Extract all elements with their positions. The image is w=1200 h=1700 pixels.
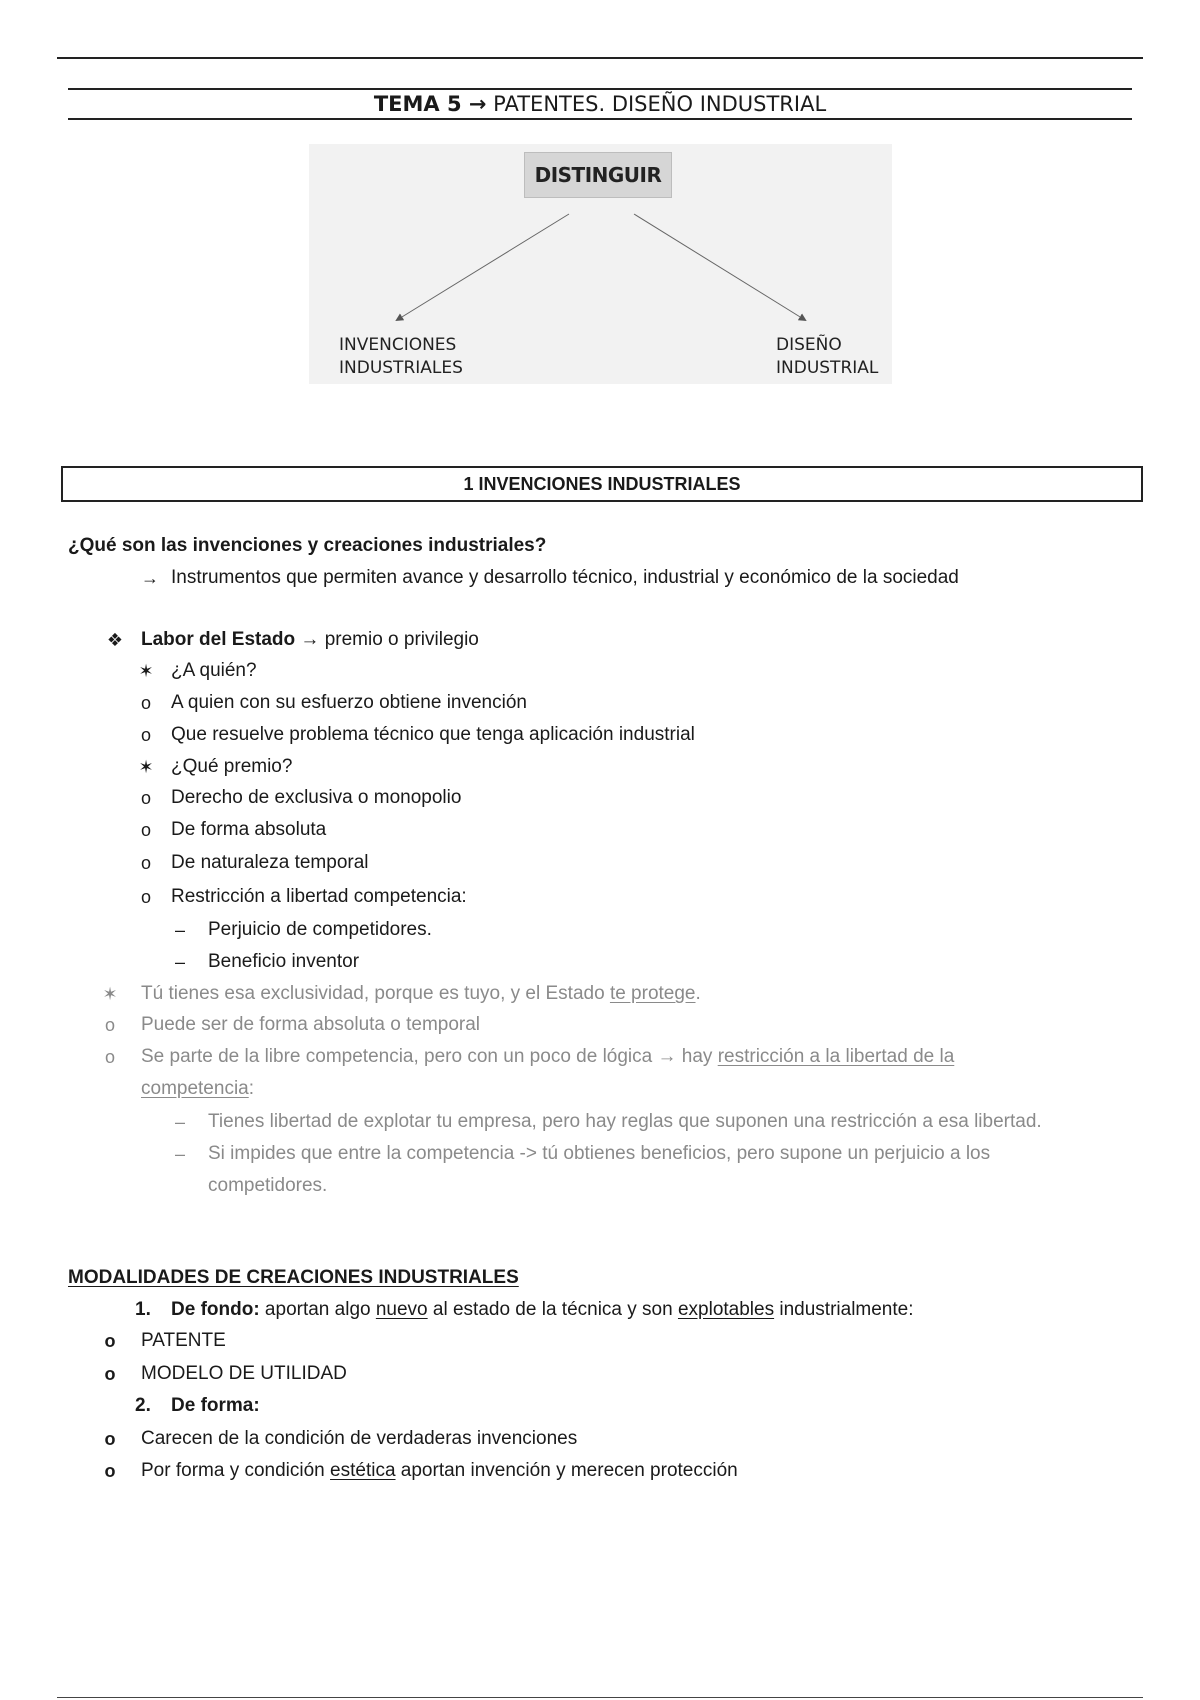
modalidad-text: al estado de la técnica y son	[427, 1299, 678, 1320]
circle-bullet-icon: o	[104, 1429, 116, 1449]
list-item-perjuicio: Perjuicio de competidores.	[208, 919, 432, 940]
note-libre-competencia-cont	[141, 1077, 254, 1101]
list-item-esfuerzo: A quien con su esfuerzo obtiene invención	[171, 692, 527, 713]
circle-bullet-icon: o	[140, 725, 151, 745]
modalidad-underlined: nuevo	[375, 1299, 428, 1320]
arrow-icon: →	[141, 568, 159, 588]
dash-bullet-icon: –	[174, 1112, 185, 1132]
note-impides-competencia-cont: competidores.	[208, 1175, 328, 1196]
modalidad-de-forma: De forma:	[171, 1395, 260, 1416]
answer-text: Instrumentos que permiten avance y desarrollo técnico, industrial y económico de la sociedad	[171, 567, 959, 588]
list-item-a-quien: ¿A quién?	[171, 660, 257, 681]
modalidad-modelo-utilidad: MODELO DE UTILIDAD	[141, 1363, 347, 1384]
circle-bullet-icon: o	[140, 853, 151, 873]
modalidad-text: Por forma y condición	[141, 1460, 331, 1481]
list-item-resuelve: Que resuelve problema técnico que tenga aplicación industrial	[171, 724, 695, 745]
distinguish-diagram	[309, 144, 892, 384]
title-rest: PATENTES. DISEÑO INDUSTRIAL	[486, 92, 827, 116]
diamond-bullet-icon: ❖	[106, 630, 124, 650]
circle-bullet-icon: o	[140, 788, 151, 808]
circle-bullet-icon: o	[104, 1331, 116, 1351]
list-item-temporal: De naturaleza temporal	[171, 852, 369, 873]
labor-estado	[141, 628, 479, 652]
note-underlined: restricción a la libertad de la	[717, 1046, 955, 1067]
diagram-label-inventions: INVENCIONES INDUSTRIALES	[339, 335, 463, 378]
list-item-restriccion: Restricción a libertad competencia:	[171, 886, 467, 907]
note-text: Tú tienes esa exclusividad, porque es tuyo, y el Estado	[141, 983, 610, 1004]
modalidad-underlined: explotables	[677, 1299, 775, 1320]
dash-bullet-icon: –	[174, 1144, 185, 1164]
list-number: 2.	[135, 1395, 151, 1416]
note-underlined: competencia	[141, 1078, 249, 1099]
labor-bold: Labor del Estado	[141, 629, 296, 650]
arrow-right	[634, 214, 805, 320]
star-bullet-icon: ✶	[138, 757, 154, 777]
circle-bullet-icon: o	[104, 1364, 116, 1384]
note-libre-competencia	[141, 1045, 954, 1069]
modalidad-text: aportan algo	[259, 1299, 376, 1320]
note-text: Se parte de la libre competencia, pero con un poco de lógica → hay	[141, 1046, 718, 1067]
modalidad-de-fondo	[171, 1298, 914, 1322]
list-number: 1.	[135, 1299, 151, 1320]
modalidad-bold: De fondo:	[171, 1299, 260, 1320]
list-item-absoluta: De forma absoluta	[171, 819, 327, 840]
circle-bullet-icon: o	[140, 887, 151, 907]
note-libertad-empresa: Tienes libertad de explotar tu empresa, pero hay reglas que suponen una restricción a esa libertad.	[208, 1111, 1042, 1132]
star-bullet-icon: ✶	[102, 984, 118, 1004]
note-text: .	[695, 983, 701, 1004]
page-bottom-rule	[57, 1697, 1143, 1698]
title-bold: TEMA 5 →	[373, 92, 487, 116]
note-impides-competencia: Si impides que entre la competencia -> tú obtienes beneficios, pero supone un perjuicio a los	[208, 1143, 991, 1164]
circle-bullet-icon: o	[140, 820, 151, 840]
page-top-rule	[57, 57, 1143, 59]
modalidad-underlined: estética	[330, 1460, 396, 1481]
diagram-label-design: DISEÑO INDUSTRIAL	[776, 335, 879, 378]
dash-bullet-icon: –	[174, 920, 185, 940]
modalidad-patente: PATENTE	[141, 1330, 226, 1351]
distinguir-box: DISTINGUIR	[524, 152, 672, 198]
circle-bullet-icon: o	[140, 693, 151, 713]
circle-bullet-icon: o	[104, 1015, 115, 1035]
list-item-derecho: Derecho de exclusiva o monopolio	[171, 787, 462, 808]
list-item-beneficio: Beneficio inventor	[208, 951, 360, 972]
modalidad-text: industrialmente:	[774, 1299, 914, 1320]
modalidad-carecen: Carecen de la condición de verdaderas invenciones	[141, 1428, 578, 1449]
dash-bullet-icon: –	[174, 952, 185, 972]
modalidades-heading: MODALIDADES DE CREACIONES INDUSTRIALES	[68, 1267, 519, 1288]
note-underlined: te protege	[609, 983, 696, 1004]
note-exclusividad	[141, 982, 701, 1006]
note-text: :	[248, 1078, 255, 1099]
modalidad-estetica	[141, 1459, 738, 1483]
section-heading-inventions: 1 INVENCIONES INDUSTRIALES	[61, 466, 1143, 502]
labor-rest: → premio o privilegio	[295, 629, 479, 650]
star-bullet-icon: ✶	[138, 661, 154, 681]
modalidad-text: aportan invención y merecen protección	[395, 1460, 738, 1481]
question-heading: ¿Qué son las invenciones y creaciones industriales?	[68, 535, 547, 556]
note-absoluta-temporal: Puede ser de forma absoluta o temporal	[141, 1014, 481, 1035]
circle-bullet-icon: o	[104, 1461, 116, 1481]
page-title	[68, 88, 1132, 120]
arrow-left	[397, 214, 569, 320]
list-item-que-premio: ¿Qué premio?	[171, 756, 293, 777]
circle-bullet-icon: o	[104, 1047, 115, 1067]
